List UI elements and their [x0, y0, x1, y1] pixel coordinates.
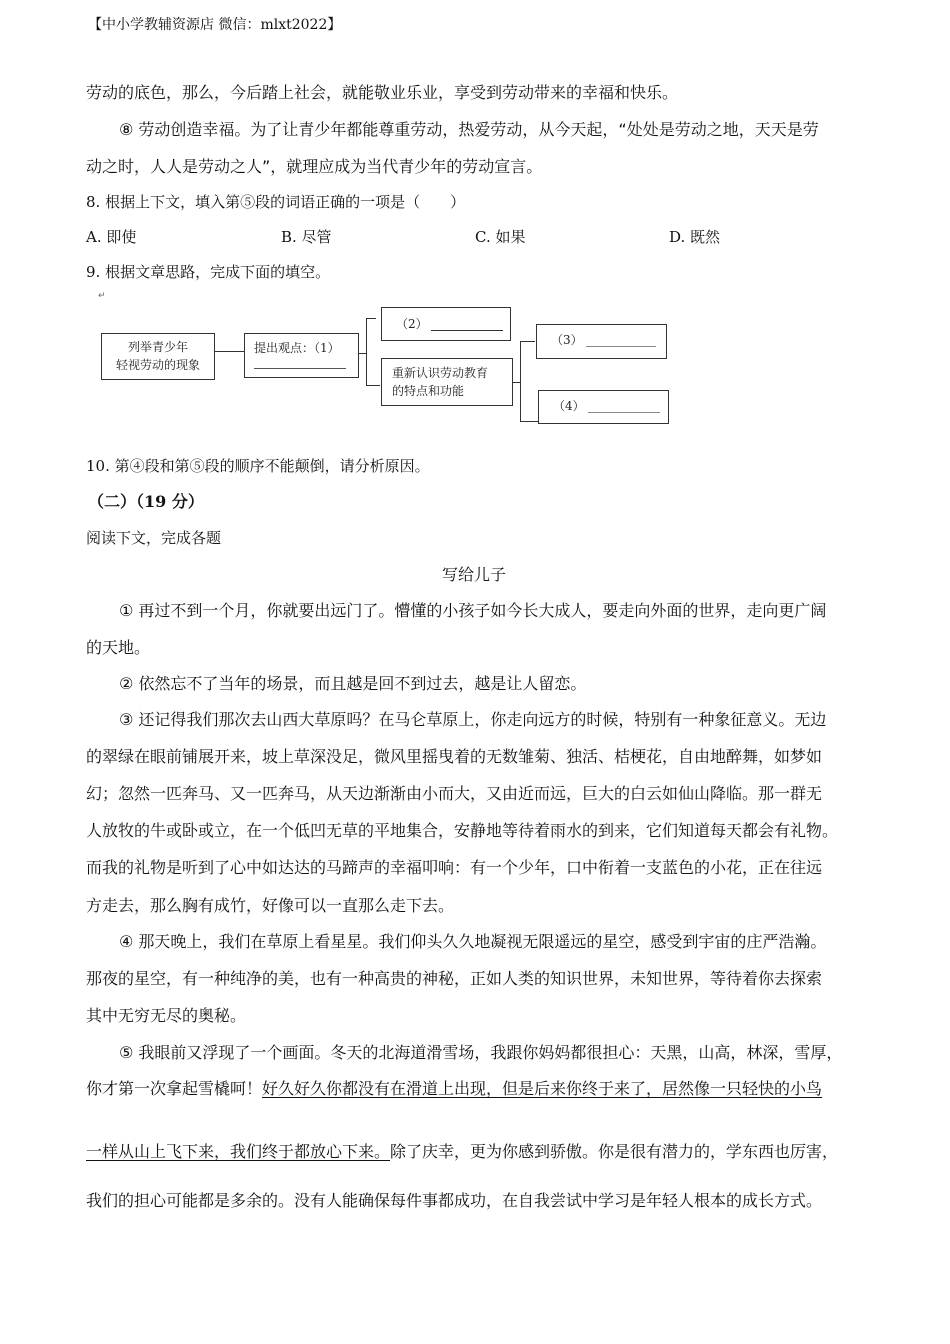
- diagram-box-phenomenon: [101, 333, 215, 380]
- text-line: 而我的礼物是听到了心中如达达的马蹄声的幸福叩响：有一个少年，口中衔着一支蓝色的小花，正在往远: [86, 858, 823, 877]
- option-c: C. 如果: [475, 228, 526, 246]
- box-text: 的特点和功能: [392, 384, 465, 398]
- text-line: 那夜的星空，有一种纯净的美，也有一种高贵的神秘，正如人类的知识世界，未知世界，等待着你去探索: [86, 969, 823, 988]
- underlined-sentence: 好久好久你都没有在滑道上出现，但是后来你终于来了，居然像一只轻快的小鸟: [262, 1079, 823, 1098]
- text-line: 的天地。: [86, 638, 151, 657]
- connector-line: [366, 385, 380, 386]
- text-line: 除了庆幸，更为你感到骄傲。你是很有潜力的，学东西也厉害，: [390, 1142, 839, 1161]
- text-line: 的翠绿在眼前铺展开来，坡上草深没足，微风里摇曳着的无数雏菊、独活、桔梗花，自由地醉舞，如梦如: [86, 747, 823, 766]
- box-text: 轻视劳动的现象: [115, 358, 200, 372]
- text-line: 方走去，那么胸有成竹，好像可以一直那么走下去。: [86, 896, 455, 915]
- answer-blank-2: [431, 318, 503, 331]
- underlined-sentence: 一样从山上飞下来，我们终于都放心下来。: [86, 1142, 391, 1161]
- question-8: 8. 根据上下文，填入第⑤段的词语正确的一项是（ ）: [86, 193, 466, 211]
- connector-line: [215, 351, 244, 352]
- box-text: （4）: [553, 399, 585, 413]
- diagram-box-viewpoint: [244, 333, 359, 378]
- diagram-box-3: [536, 324, 667, 359]
- diagram-box-4: [538, 390, 669, 424]
- text-line: ④ 那天晚上，我们在草原上看星星。我们仰头久久地凝视无限遥远的星空，感受到宇宙的庄严浩瀚。: [119, 932, 827, 951]
- connector-line: [520, 421, 538, 422]
- text-line: ③ 还记得我们那次去山西大草原吗？在马仑草原上，你走向远方的时候，特别有一种象征意义。无边: [119, 710, 827, 729]
- text-line: 动之时，人人是劳动之人”，就理应成为当代青少年的劳动宣言。: [86, 157, 543, 176]
- diagram-box-2: [381, 307, 511, 341]
- option-d: D. 既然: [669, 228, 721, 246]
- box-text: 重新认识劳动教育: [392, 366, 489, 380]
- option-b: B. 尽管: [281, 228, 332, 246]
- text-line: 你才第一次拿起雪橇呵！: [86, 1079, 263, 1098]
- connector-line: [520, 341, 535, 342]
- box-text: 列举青少年: [127, 340, 188, 354]
- paragraph-mark: ↵: [98, 291, 106, 301]
- section-heading: （二）（19 分）: [88, 492, 204, 511]
- text-line: ⑧ 劳动创造幸福。为了让青少年都能尊重劳动，热爱劳动，从今天起，“处处是劳动之地，天天是劳: [119, 120, 819, 139]
- page-header: 【中小学教辅资源店 微信：mlxt2022】: [88, 17, 342, 33]
- connector-line: [366, 318, 376, 319]
- connector-bracket: [520, 341, 521, 422]
- connector-line: [359, 353, 366, 354]
- article-title: 写给儿子: [442, 565, 507, 584]
- connector-line: [513, 382, 520, 383]
- diagram-box-reconsider: [381, 358, 513, 406]
- answer-blank-1: [254, 368, 346, 369]
- box-text: （3）: [551, 333, 583, 347]
- box-text: 提出观点：（1）: [254, 341, 340, 355]
- text-line: ① 再过不到一个月，你就要出远门了。懵懂的小孩子如今长大成人，要走向外面的世界，走向更广阔: [119, 601, 827, 620]
- question-10: 10. 第④段和第⑤段的顺序不能颠倒，请分析原因。: [86, 457, 430, 475]
- instruction: 阅读下文，完成各题: [86, 529, 222, 547]
- text-line: 其中无穷无尽的奥秘。: [86, 1006, 247, 1025]
- text-line: ② 依然忘不了当年的场景，而且越是回不到过去，越是让人留恋。: [119, 674, 587, 693]
- text-line: ⑤ 我眼前又浮现了一个画面。冬天的北海道滑雪场，我跟你妈妈都很担心：天黑，山高，林深，雪厚，: [119, 1043, 843, 1062]
- text-line: 人放牧的牛或卧或立，在一个低凹无草的平地集合，安静地等待着雨水的到来，它们知道每天都会有礼物。: [86, 821, 839, 840]
- text-line: 劳动的底色，那么，今后踏上社会，就能敬业乐业，享受到劳动带来的幸福和快乐。: [86, 83, 679, 102]
- answer-blank-4: [588, 400, 660, 413]
- box-text: （2）: [396, 317, 428, 331]
- question-9: 9. 根据文章思路，完成下面的填空。: [86, 263, 331, 281]
- option-a: A. 即使: [86, 228, 137, 246]
- text-line: 幻；忽然一匹奔马、又一匹奔马，从天边渐渐由小而大，又由近而远，巨大的白云如仙山降临。那一群无: [86, 784, 823, 803]
- connector-bracket: [366, 318, 367, 386]
- text-line: 我们的担心可能都是多余的。没有人能确保每件事都成功，在自我尝试中学习是年轻人根本的成长方式。: [86, 1191, 823, 1210]
- answer-blank-3: [586, 334, 656, 347]
